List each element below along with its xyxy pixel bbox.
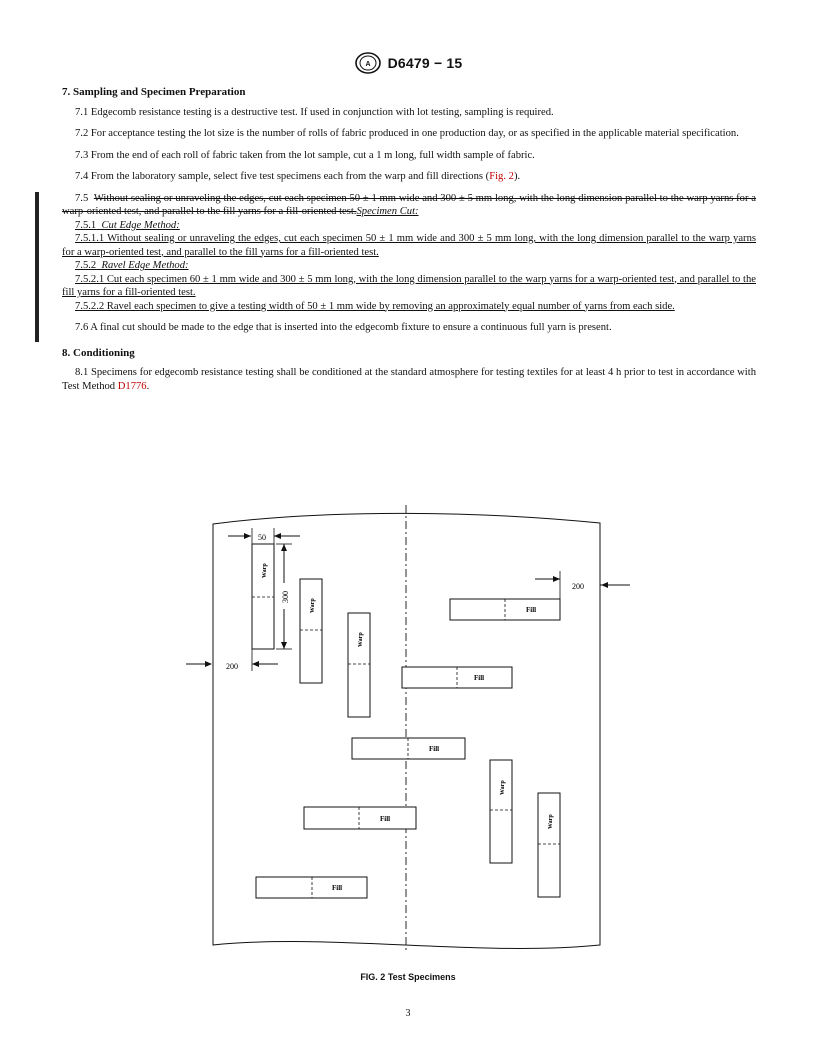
- document-id: D6479 − 15: [387, 55, 463, 71]
- dim-200-top-label: 200: [572, 582, 584, 591]
- dimension-300: [276, 544, 292, 649]
- fill-label-4: Fill: [380, 815, 391, 823]
- warp-label-1: Warp: [262, 563, 268, 578]
- paragraph-7-5-number: 7.5: [75, 192, 89, 204]
- paragraph-7-5-1-1: 7.5.1.1 Without sealing or unraveling the edges, cut each specimen 50 ± 1 mm wide and 300 ± 5 mm long, with the long dimension parallel to the warp yarns for a warp-oriented test, and parallel to the fill yarns for a fill-oriented test.: [62, 233, 756, 258]
- document-body: [62, 86, 756, 401]
- paragraph-7-5-2-number: 7.5.2: [75, 260, 97, 271]
- revision-block: [62, 192, 756, 314]
- dim-300-label: 300: [281, 591, 290, 603]
- section-8-title: 8. Conditioning: [62, 346, 135, 359]
- paragraph-7-4-text: 7.4 From the laboratory sample, select five test specimens each from the warp and fill directions (: [75, 171, 490, 182]
- paragraph-8-1: [62, 366, 756, 393]
- fill-specimen-2: [402, 667, 512, 688]
- warp-label-5: Warp: [548, 814, 554, 829]
- paragraph-7-5-2: [62, 259, 756, 273]
- paragraph-7-6: 7.6 A final cut should be made to the edge that is inserted into the edgecomb fixture to ensure a continuous full yarn is present.: [75, 322, 612, 333]
- paragraph-7-4: [62, 170, 756, 184]
- fill-label-3: Fill: [429, 745, 440, 753]
- figure-caption: FIG. 2 Test Specimens: [360, 972, 456, 982]
- dimension-200-left: [186, 649, 278, 671]
- paragraph-7-1: 7.1 Edgecomb resistance testing is a destructive test. If used in conjunction with lot testing, sampling is required.: [75, 106, 554, 118]
- fill-specimen-4: [304, 807, 416, 829]
- warp-specimen-4: [490, 760, 512, 863]
- dim-200-left-label: 200: [226, 662, 238, 671]
- fill-label-5: Fill: [332, 884, 343, 892]
- paragraph-7-2: 7.2 For acceptance testing the lot size is the number of rolls of fabric produced in one production day, or as specified in the applicable material specification.: [75, 128, 739, 139]
- paragraph-7-5-1-number: 7.5.1: [75, 219, 97, 231]
- cut-edge-method-title: Cut Edge Method:: [101, 219, 180, 231]
- page-number: 3: [405, 1008, 411, 1019]
- dimension-50: [228, 528, 300, 544]
- paragraph-8-1-text: 8.1 Specimens for edgecomb resistance testing shall be conditioned at the standard atmosphere for testing textiles for at least 4 h prior to test in accordance with Test Method: [62, 367, 756, 392]
- warp-label-4: Warp: [500, 780, 506, 795]
- paragraph-7-5-1: [62, 219, 756, 233]
- d1776-link[interactable]: D1776: [117, 380, 147, 392]
- test-specimens-figure: [0, 505, 816, 975]
- paragraph-7-5-2-2: 7.5.2.2 Ravel each specimen to give a testing width of 50 ± 1 mm wide by removing an approximately equal number of yarns from each side.: [75, 300, 675, 312]
- dim-50-label: 50: [258, 533, 266, 542]
- dimension-200-top: [535, 571, 630, 599]
- warp-specimen-5: [538, 793, 560, 897]
- paragraph-7-3: 7.3 From the end of each roll of fabric taken from the lot sample, cut a 1 m long, full width sample of fabric.: [75, 149, 535, 161]
- warp-label-2: Warp: [310, 598, 316, 613]
- page-header: [0, 51, 816, 75]
- fill-label-2: Fill: [474, 674, 485, 682]
- fill-specimen-5: [256, 877, 367, 898]
- fill-specimen-3: [352, 738, 465, 759]
- paragraph-7-4-end: ).: [513, 171, 521, 182]
- fig-2-link[interactable]: Fig. 2: [489, 171, 514, 182]
- warp-label-3: Warp: [358, 632, 364, 647]
- warp-specimen-3: [348, 613, 370, 717]
- ravel-edge-method-title: Ravel Edge Method:: [101, 260, 189, 271]
- fill-label-1: Fill: [526, 606, 537, 614]
- inserted-text-specimen-cut: Specimen Cut:: [356, 206, 419, 217]
- warp-specimen-2: [300, 579, 322, 683]
- section-7-title: 7. Sampling and Specimen Preparation: [62, 86, 246, 98]
- fill-specimen-1: [450, 599, 560, 620]
- astm-logo-icon: [354, 51, 382, 75]
- revision-bar: [35, 192, 39, 342]
- paragraph-7-5-2-1: 7.5.2.1 Cut each specimen 60 ± 1 mm wide and 300 ± 5 mm long, with the long dimension parallel to the warp yarns for a warp-oriented test, and parallel to the fill yarns for a fill-oriented test.: [62, 273, 756, 298]
- deleted-text-7-5: Without sealing or unraveling the edges, cut each specimen 50 ± 1 mm wide and 300 ± 5 mm long, with the long dimension parallel to the warp yarns for a warp-oriented test, and parallel to the fill yarns for a fill-oriented test.: [62, 192, 757, 217]
- warp-specimen-1: [252, 544, 274, 649]
- paragraph-7-5: [62, 192, 756, 219]
- paragraph-8-1-end: .: [146, 380, 150, 392]
- svg-text:A: A: [365, 61, 371, 68]
